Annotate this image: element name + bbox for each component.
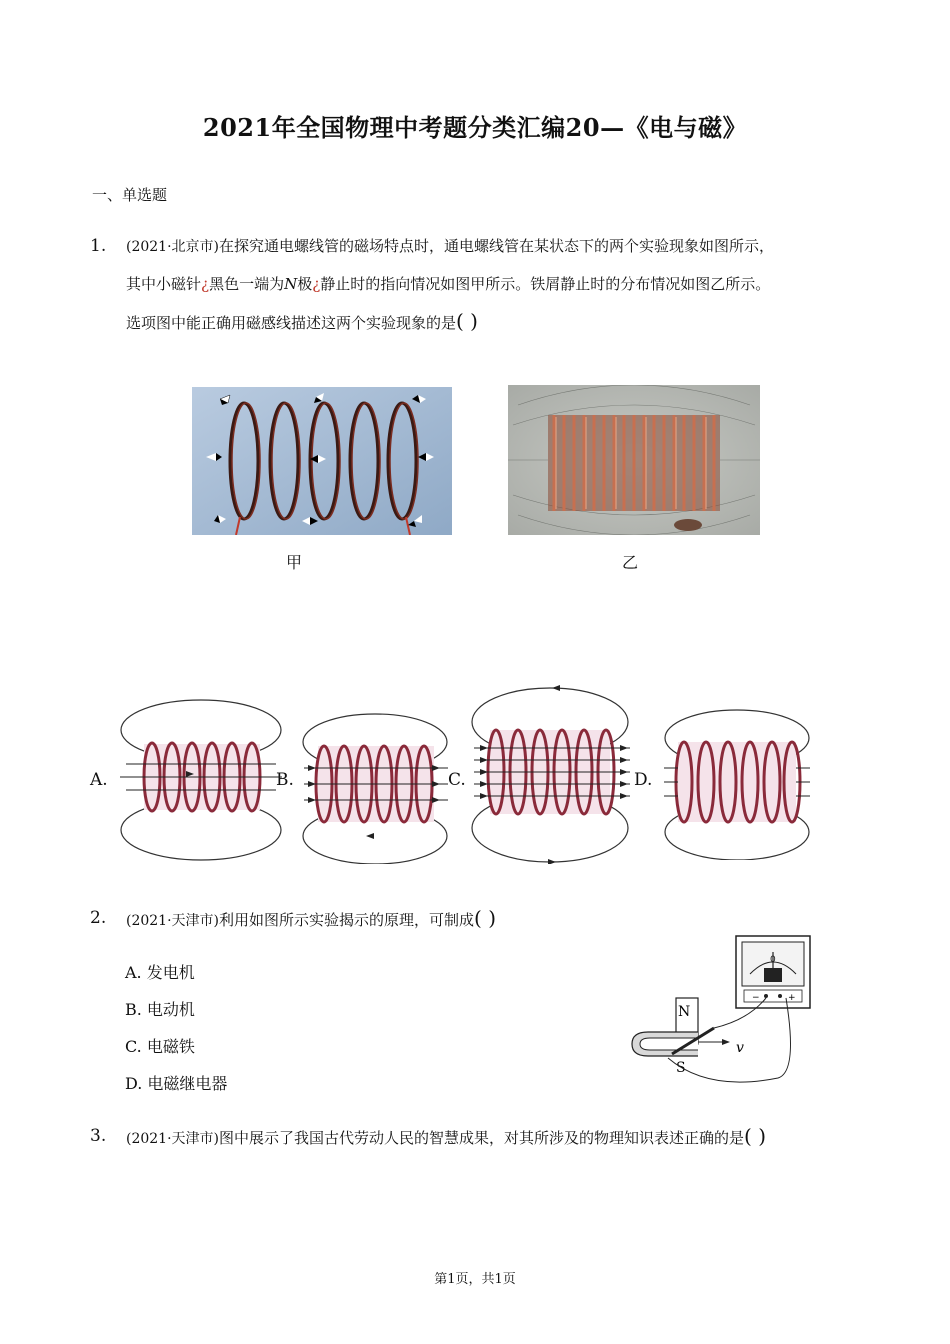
question-number: 2. [90,908,107,928]
option-c-diagram [470,684,632,864]
page-title: 2021年全国物理中考题分类汇编20—《电与磁》 [202,113,748,142]
page-footer: 第1页，共1页 [434,1272,516,1287]
q2-option-c[interactable]: C. 电磁铁 [125,1037,195,1056]
question-source: (2021·天津市) [126,1131,220,1147]
question-1 [90,228,870,340]
q2-option-b[interactable]: B. 电动机 [125,1000,195,1019]
induction-experiment-diagram [628,932,814,1084]
mark-glyph: ¿ [312,275,321,293]
question-body: 利用如图所示实验揭示的原理，可制成 [219,911,475,929]
terminal-minus-label: − [752,993,760,1003]
question-3 [90,1118,870,1158]
figure-caption-yi: 乙 [622,553,639,572]
answer-paren: ( ) [744,1124,766,1148]
option-b-diagram [300,712,450,864]
question-line-2d: 静止时的指向情况如图甲所示。铁屑静止时的分布情况如图乙所示。 [320,275,771,293]
q2-option-d[interactable]: D. 电磁继电器 [125,1074,228,1093]
magnet-n-label: N [678,1004,691,1020]
option-d-diagram [662,708,812,860]
option-a-label[interactable]: A. [90,770,108,790]
question-text [126,228,856,342]
velocity-label: v [736,1040,744,1056]
question-line-2b: 黑色一端为 [209,275,285,293]
question-text [126,1118,856,1158]
section-heading: 一、单选题 [92,186,168,204]
option-d-label[interactable]: D. [634,770,653,790]
galvanometer-zero-label: 0 [770,955,776,965]
q2-option-a[interactable]: A. 发电机 [125,963,195,982]
option-b-label[interactable]: B. [276,770,294,790]
question-source: (2021·天津市) [126,913,220,929]
answer-paren: ( ) [474,906,496,930]
solenoid-filings-photo [508,385,760,535]
option-a-diagram [116,698,286,864]
question-number: 3. [90,1126,107,1146]
question-line-2c: 极 [297,275,313,293]
terminal-plus-label: + [788,993,796,1003]
magnet-s-label: S [676,1060,686,1076]
question-body: 图中展示了我国古代劳动人民的智慧成果，对其所涉及的物理知识表述正确的是 [219,1129,745,1147]
answer-paren: ( ) [456,309,478,333]
figure-caption-jia: 甲 [286,553,303,572]
question-source: (2021·北京市) [126,239,220,255]
question-line-1: 在探究通电螺线管的磁场特点时，通电螺线管在某状态下的两个实验现象如图所示， [219,237,775,255]
solenoid-compass-photo [192,387,452,535]
n-pole-symbol: N [284,275,298,293]
question-line-3: 选项图中能正确用磁感线描述这两个实验现象的是 [126,314,457,332]
question-line-2a: 其中小磁针 [126,275,202,293]
mark-glyph: ¿ [201,275,210,293]
option-c-label[interactable]: C. [448,770,466,790]
question-number: 1. [90,236,107,256]
